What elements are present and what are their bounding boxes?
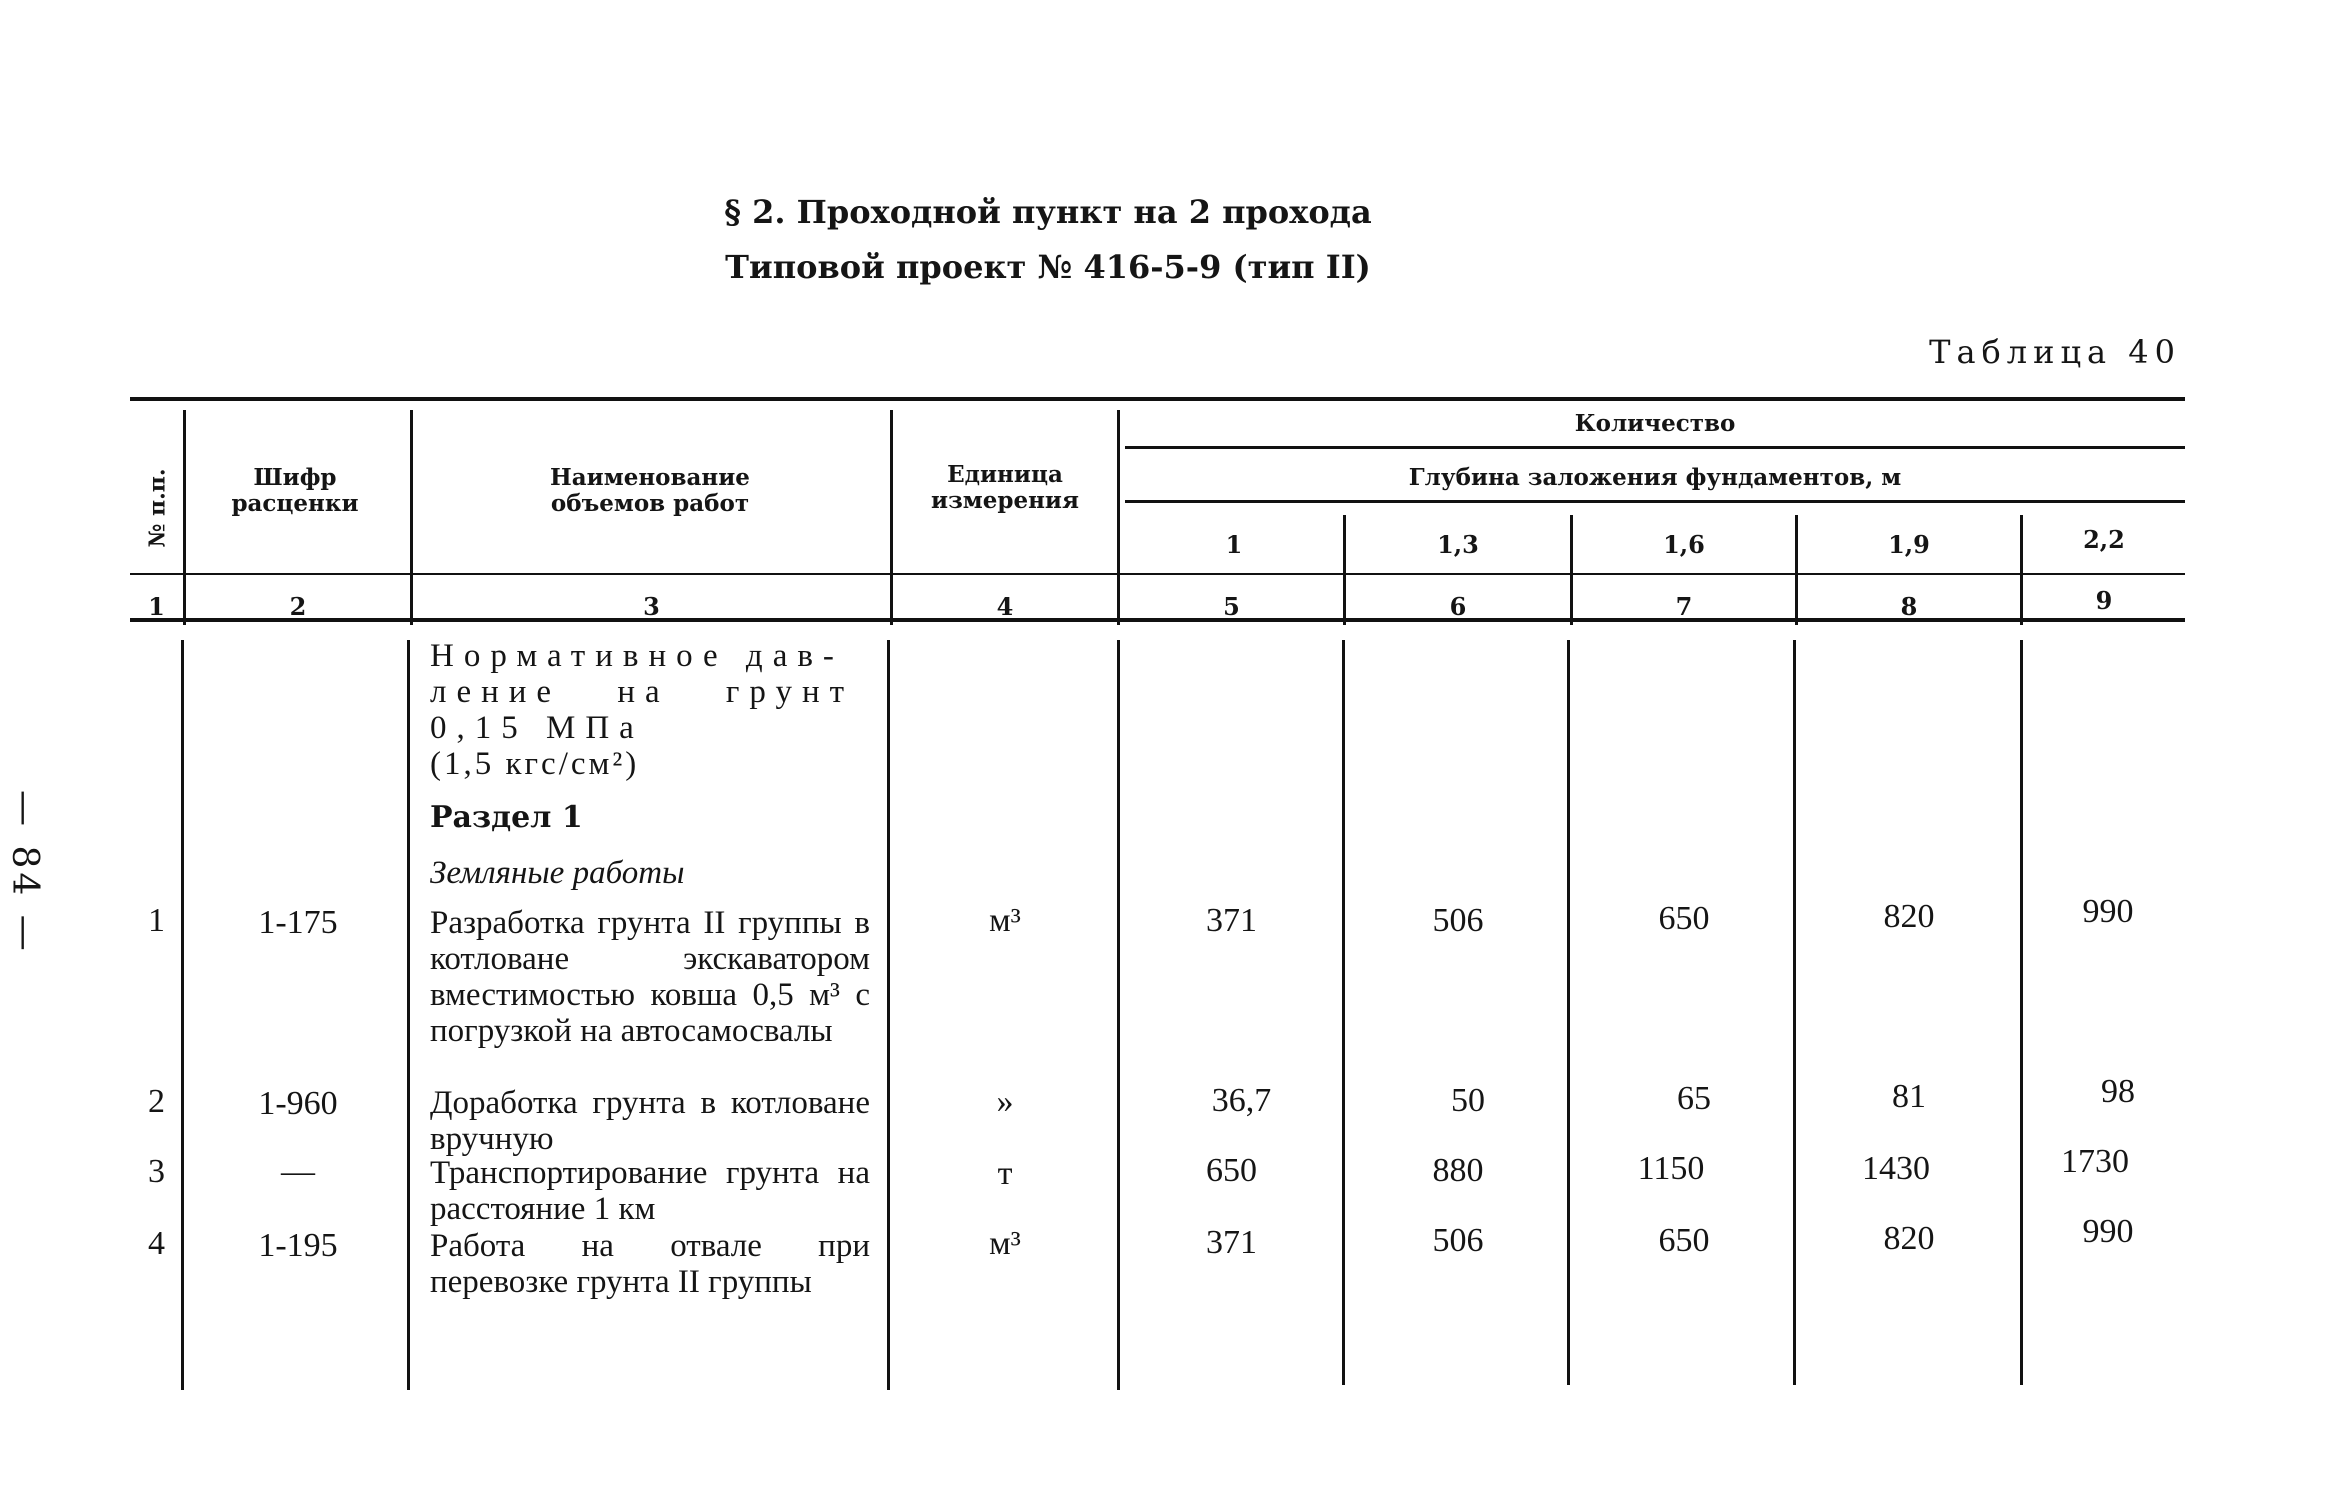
- row-number: 1: [148, 902, 165, 939]
- row-value: 1150: [1637, 1150, 1705, 1187]
- row-value: 506: [1432, 902, 1484, 939]
- pressure-line: 0,15 МПа: [430, 710, 644, 746]
- row-value: 98: [2101, 1073, 2135, 1110]
- row-name: Доработка грунта в котловане вручную: [430, 1085, 870, 1157]
- pressure-line: Нормативное дав-: [430, 638, 844, 674]
- column-number: 4: [996, 592, 1014, 621]
- row-value: 650: [1206, 1152, 1257, 1189]
- table-top-rule: [130, 397, 2185, 401]
- row-number: 4: [148, 1225, 165, 1262]
- column-number: 8: [1900, 592, 1918, 621]
- body-divider: [887, 640, 890, 1390]
- header-quantity: Количество: [1574, 410, 1736, 437]
- depth-value: 1,9: [1888, 530, 1930, 559]
- page-number: — 84 —: [4, 790, 45, 955]
- column-number: 1: [148, 592, 165, 621]
- row-value: 65: [1677, 1080, 1711, 1117]
- header-code: Шифр расценки: [231, 464, 359, 517]
- row-value: 1430: [1862, 1150, 1930, 1187]
- depth-value: 1,3: [1437, 530, 1479, 559]
- pressure-line: ление на грунт: [430, 674, 855, 710]
- row-value: 650: [1658, 900, 1710, 937]
- row-name: Разработка грунта II группы в котловане экскаватором вместимостью ковша 0,5 м³ с погрузкой на автосамосвалы: [430, 905, 870, 1049]
- row-name: Транспортирование грунта на расстояние 1 км: [430, 1155, 870, 1227]
- colnum-rule-a: [130, 573, 2185, 575]
- body-divider: [1793, 640, 1796, 1385]
- row-number: 3: [148, 1153, 165, 1190]
- column-number: 2: [289, 592, 307, 621]
- row-code: 1-960: [258, 1085, 338, 1122]
- row-value: 371: [1206, 902, 1257, 939]
- pressure-line: (1,5 кгс/см²): [430, 746, 640, 782]
- row-unit: »: [996, 1083, 1014, 1120]
- row-value: 990: [2082, 1213, 2134, 1250]
- header-name: Наименование объемов работ: [550, 464, 750, 517]
- row-name: Работа на отвале при перевозке грунта II группы: [430, 1228, 870, 1300]
- header-no: № п.п.: [144, 468, 171, 548]
- row-unit: т: [997, 1155, 1013, 1192]
- row-number: 2: [148, 1083, 165, 1120]
- depth-value: 2,2: [2083, 525, 2125, 554]
- row-code: 1-195: [258, 1227, 338, 1264]
- row-value: 990: [2082, 893, 2134, 930]
- body-divider: [181, 640, 184, 1390]
- row-value: 50: [1451, 1082, 1485, 1119]
- body-divider: [1567, 640, 1570, 1385]
- column-number: 7: [1675, 592, 1693, 621]
- row-value: 880: [1432, 1152, 1484, 1189]
- row-value: 81: [1892, 1078, 1926, 1115]
- row-unit: м³: [989, 1225, 1021, 1262]
- column-number: 6: [1449, 592, 1467, 621]
- section-title: § 2. Проходной пункт на 2 прохода: [724, 193, 1372, 231]
- row-code: 1-175: [258, 904, 338, 941]
- quantity-rule: [1125, 446, 2185, 449]
- row-value: 820: [1883, 898, 1935, 935]
- header-depth: Глубина заложения фундаментов, м: [1408, 464, 1902, 491]
- header-unit: Единица измерения: [931, 461, 1079, 514]
- row-value: 1730: [2061, 1143, 2129, 1180]
- depth-rule: [1125, 500, 2185, 503]
- row-value: 371: [1206, 1224, 1257, 1261]
- row-unit: м³: [989, 902, 1021, 939]
- project-title: Типовой проект № 416-5-9 (тип II): [725, 248, 1371, 286]
- row-code: —: [281, 1153, 315, 1190]
- depth-value: 1,6: [1663, 530, 1705, 559]
- column-number: 9: [2095, 586, 2113, 615]
- body-divider: [407, 640, 410, 1390]
- row-value: 820: [1883, 1220, 1935, 1257]
- row-value: 506: [1432, 1222, 1484, 1259]
- body-divider: [1117, 640, 1120, 1390]
- row-value: 36,7: [1211, 1082, 1272, 1119]
- section-heading: Раздел 1: [430, 800, 583, 835]
- section-subheading: Земляные работы: [430, 855, 685, 891]
- row-value: 650: [1658, 1222, 1710, 1259]
- table-label: Таблица 40: [1929, 333, 2181, 371]
- depth-value: 1: [1225, 530, 1243, 559]
- column-number: 3: [643, 592, 660, 621]
- column-number: 5: [1223, 592, 1240, 621]
- body-divider: [2020, 640, 2023, 1385]
- body-divider: [1342, 640, 1345, 1385]
